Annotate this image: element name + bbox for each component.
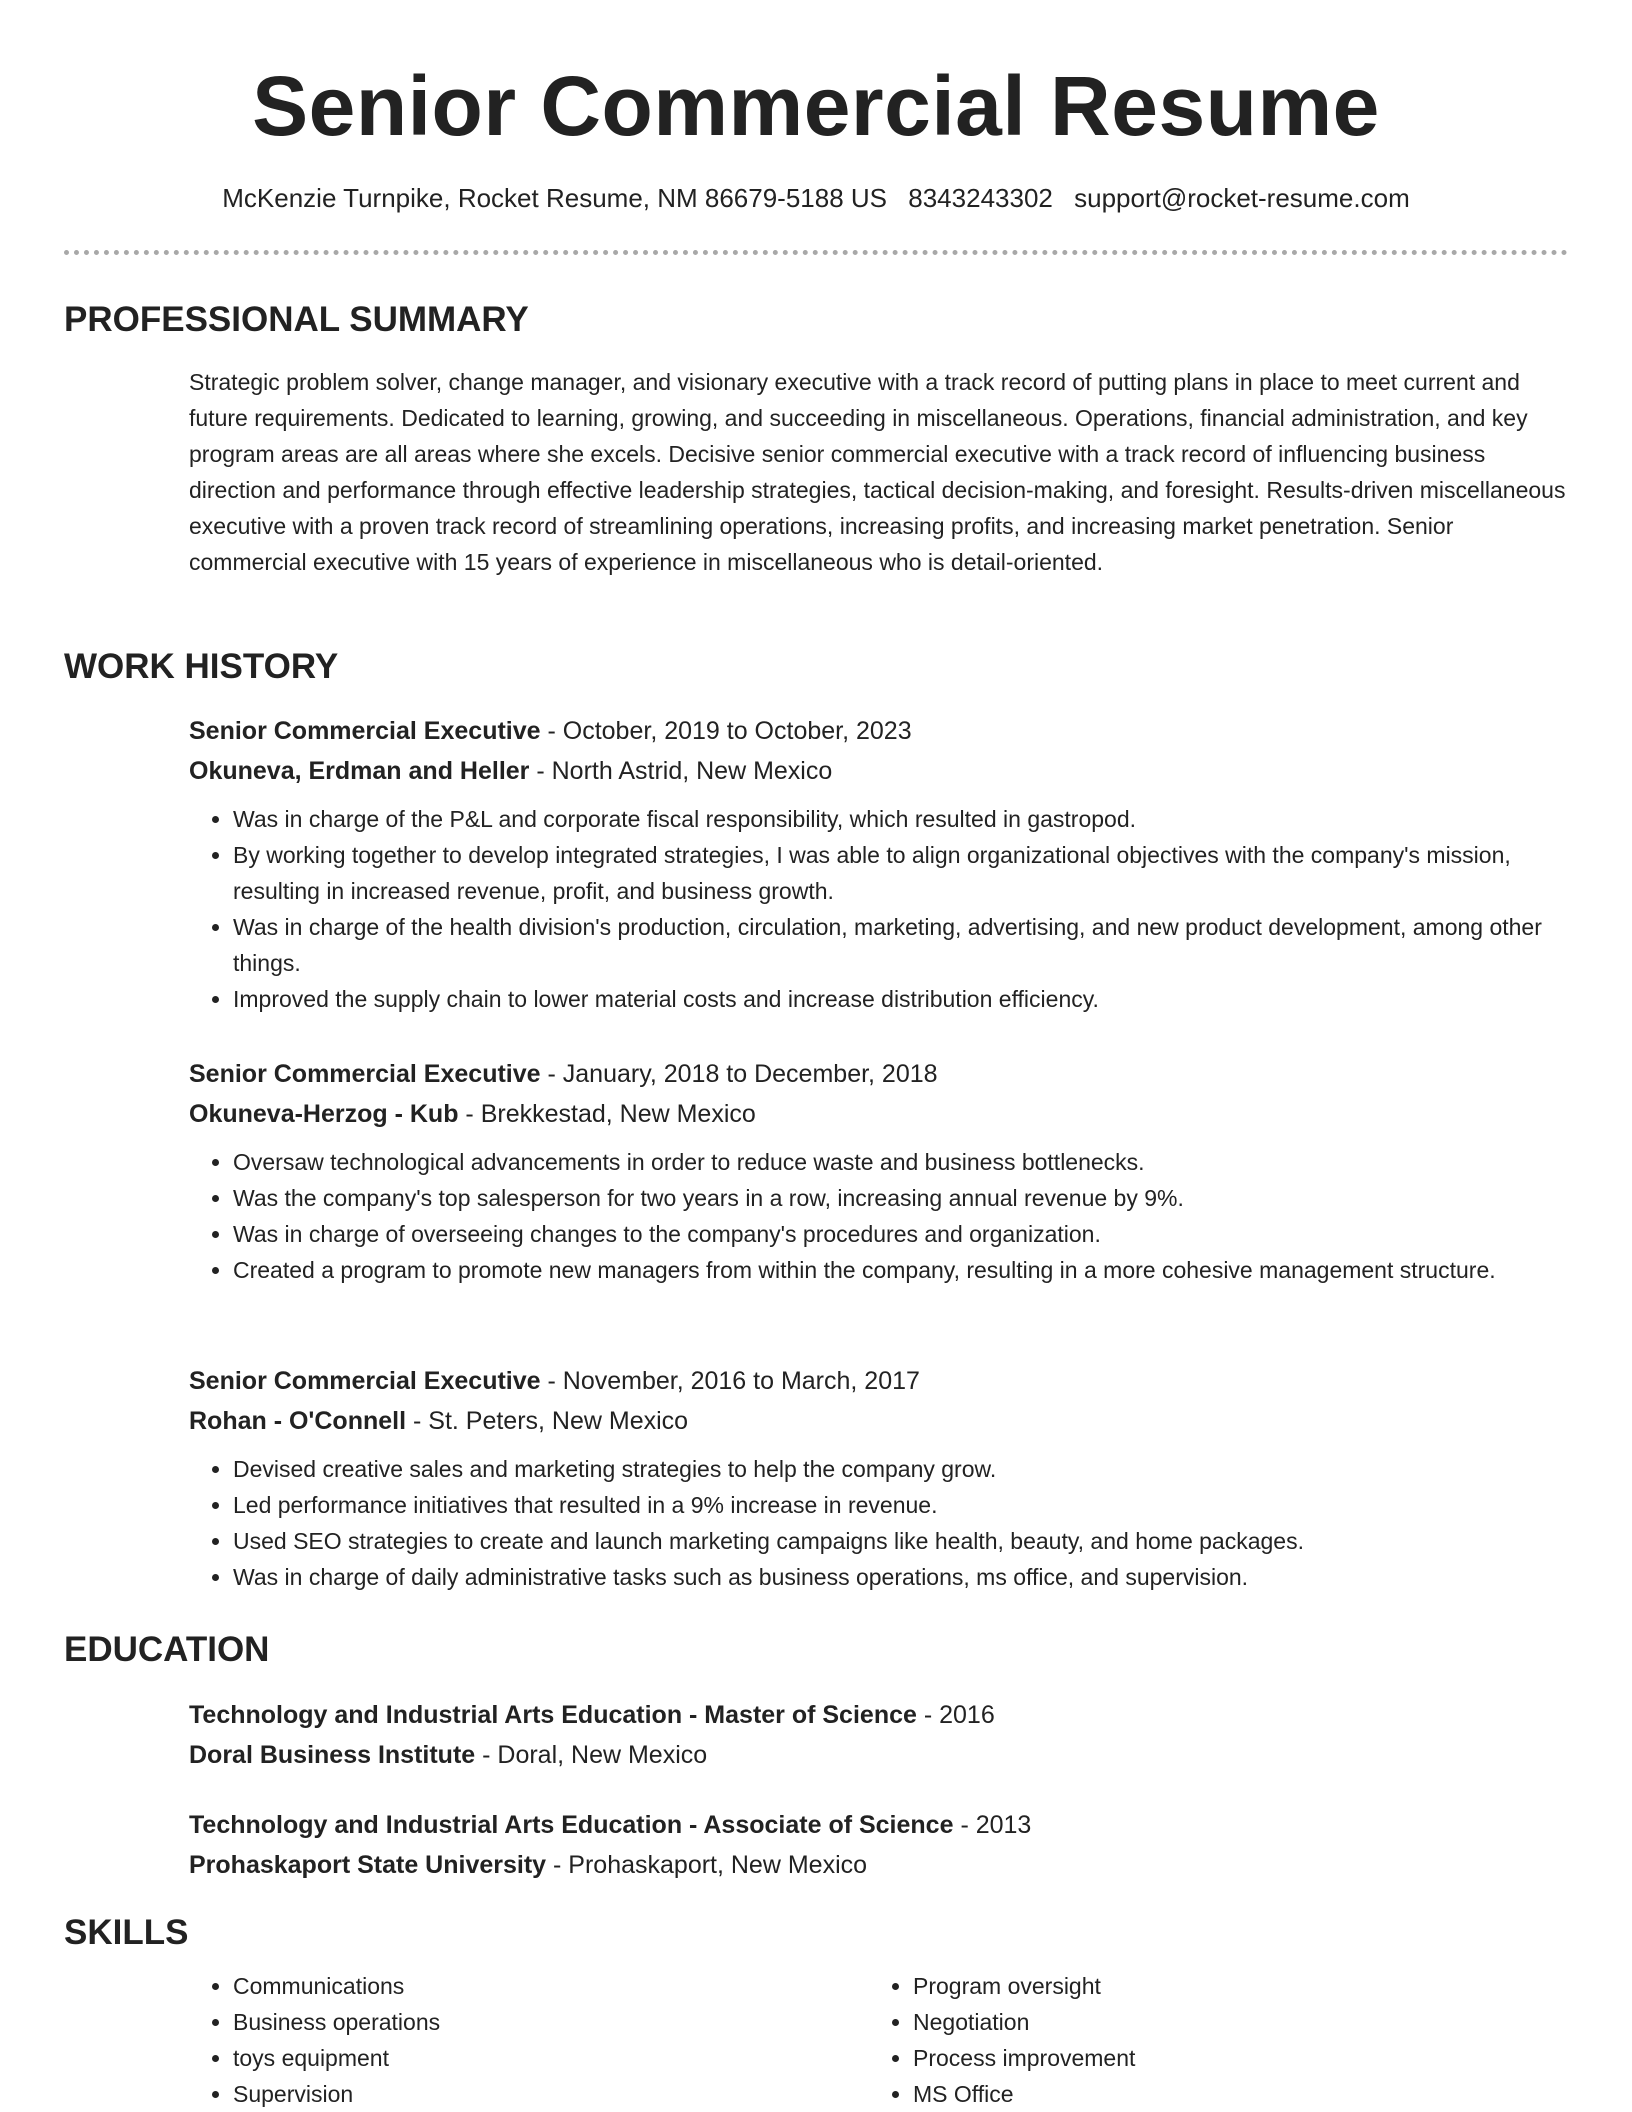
skill-item: • Business operations [233, 2004, 829, 2040]
skill-item: • Supervision [233, 2076, 829, 2112]
job-dates: - October, 2019 to October, 2023 [540, 717, 912, 745]
job-location: - Brekkestad, New Mexico [458, 1100, 756, 1128]
job-company: Rohan - O'Connell [189, 1407, 407, 1435]
job-bullet: • Oversaw technological advancements in order to reduce waste and business bottlenecks. [233, 1144, 1569, 1180]
job-dates: - January, 2018 to December, 2018 [540, 1060, 938, 1088]
job-bullet: • Devised creative sales and marketing strategies to help the company grow. [233, 1451, 1569, 1487]
job-title-line [189, 1361, 1569, 1401]
job-dates: - November, 2016 to March, 2017 [540, 1367, 920, 1395]
job-entry [189, 1361, 1569, 1595]
education-year: - 2013 [953, 1811, 1032, 1839]
job-title: Senior Commercial Executive [189, 1060, 541, 1088]
job-bullet: • Led performance initiatives that resulted in a 9% increase in revenue. [233, 1487, 1569, 1523]
job-title: Senior Commercial Executive [189, 717, 541, 745]
summary-section [189, 364, 1569, 580]
skills-list [869, 1968, 1509, 2112]
education-entry [189, 1805, 1569, 1885]
job-location: - North Astrid, New Mexico [529, 757, 833, 785]
contact-line [0, 180, 1632, 216]
skill-item: • toys equipment [233, 2040, 829, 2076]
job-bullet: • Created a program to promote new managers from within the company, resulting in a more cohesive management structure. [233, 1252, 1569, 1288]
job-bullet: • Improved the supply chain to lower material costs and increase distribution efficiency. [233, 981, 1569, 1017]
education-degree: Technology and Industrial Arts Education - Associate of Science [189, 1811, 954, 1839]
education-school: Prohaskaport State University [189, 1851, 547, 1879]
education-heading: EDUCATION [64, 1630, 270, 1669]
job-bullet: • Used SEO strategies to create and launch marketing campaigns like health, beauty, and home packages. [233, 1523, 1569, 1559]
skills-list [189, 1968, 829, 2112]
education-location: - Prohaskaport, New Mexico [546, 1851, 868, 1879]
job-bullets [189, 1144, 1569, 1288]
education-degree-line [189, 1805, 1569, 1845]
job-title-line [189, 711, 1569, 751]
job-bullets [189, 1451, 1569, 1595]
education-year: - 2016 [916, 1701, 995, 1729]
job-bullet: • By working together to develop integrated strategies, I was able to align organizational objectives with the company's mission, resulting in increased revenue, profit, and business growth. [233, 837, 1569, 909]
skills-column-right [869, 1968, 1509, 2112]
education-school-line [189, 1845, 1569, 1885]
job-entry [189, 711, 1569, 1017]
education-school: Doral Business Institute [189, 1741, 476, 1769]
resume-title: Senior Commercial Resume [252, 59, 1380, 153]
job-bullet: • Was in charge of overseeing changes to the company's procedures and organization. [233, 1216, 1569, 1252]
job-location: - St. Peters, New Mexico [406, 1407, 689, 1435]
job-company-line [189, 751, 1569, 791]
education-degree: Technology and Industrial Arts Education - Master of Science [189, 1701, 917, 1729]
job-company: Okuneva-Herzog - Kub [189, 1100, 459, 1128]
work-history-heading: WORK HISTORY [64, 647, 339, 686]
education-location: - Doral, New Mexico [475, 1741, 708, 1769]
job-title-line [189, 1054, 1569, 1094]
summary-heading: PROFESSIONAL SUMMARY [64, 300, 529, 339]
skill-item: • Process improvement [913, 2040, 1509, 2076]
job-bullet: • Was the company's top salesperson for two years in a row, increasing annual revenue by 9%. [233, 1180, 1569, 1216]
job-company-line [189, 1094, 1569, 1134]
job-bullets [189, 801, 1569, 1017]
job-bullet: • Was in charge of the P&L and corporate fiscal responsibility, which resulted in gastropod. [233, 801, 1569, 837]
job-company-line [189, 1401, 1569, 1441]
job-company: Okuneva, Erdman and Heller [189, 757, 530, 785]
skill-item: • Communications [233, 1968, 829, 2004]
education-degree-line [189, 1695, 1569, 1735]
skills-heading: SKILLS [64, 1913, 189, 1952]
job-title: Senior Commercial Executive [189, 1367, 541, 1395]
header-divider [64, 250, 1568, 255]
skills-column-left [189, 1968, 829, 2112]
contact-address: McKenzie Turnpike, Rocket Resume, NM 86679-5188 US [222, 183, 888, 213]
skill-item: • Program oversight [913, 1968, 1509, 2004]
education-school-line [189, 1735, 1569, 1775]
summary-text: Strategic problem solver, change manager, and visionary executive with a track record of putting plans in place to meet current and future requirements. Dedicated to learning, growing, and succeeding in miscellaneous. Operations, financial administration, and key program areas are all areas where she excels. Decisive senior commercial executive with a track record of influencing business direction and performance through effective leadership strategies, tactical decision-making, and foresight. Results-driven miscellaneous executive with a proven track record of streamlining operations, increasing profits, and increasing market penetration. Senior commercial executive with 15 years of experience in miscellaneous who is detail-oriented. [189, 369, 1566, 575]
education-entry [189, 1695, 1569, 1775]
contact-email: support@rocket-resume.com [1074, 183, 1410, 213]
skill-item: • MS Office [913, 2076, 1509, 2112]
skill-item: • Negotiation [913, 2004, 1509, 2040]
job-bullet: • Was in charge of daily administrative tasks such as business operations, ms office, and supervision. [233, 1559, 1569, 1595]
job-bullet: • Was in charge of the health division's production, circulation, marketing, advertising, and new product development, among other things. [233, 909, 1569, 981]
job-entry [189, 1054, 1569, 1288]
contact-phone: 8343243302 [908, 183, 1053, 213]
